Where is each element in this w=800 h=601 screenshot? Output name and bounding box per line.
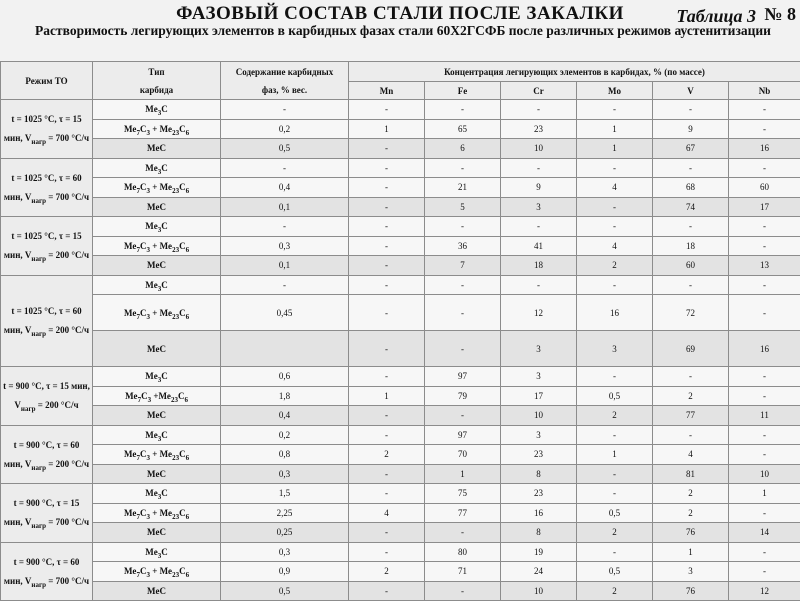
treatment-mode-cell	[1, 217, 93, 276]
concentration-cell-cr: 17	[501, 386, 577, 406]
concentration-cell-v: 74	[653, 197, 729, 217]
concentration-cell-cr: 8	[501, 464, 577, 484]
treatment-mode-rate-label: V	[14, 400, 21, 410]
carbide-type-cell: $Me_3C$	[93, 275, 221, 295]
concentration-cell-mo: -	[577, 217, 653, 237]
carbide-type-cell: MeC	[93, 406, 221, 426]
treatment-mode-cell	[1, 275, 93, 367]
concentration-cell-v: 72	[653, 295, 729, 331]
carbide-type-cell: $Me_7C_3 +Me_{23}C_6$	[93, 386, 221, 406]
phase-content-cell: 0,5	[221, 581, 349, 601]
concentration-cell-mn: -	[349, 484, 425, 504]
concentration-cell-mn: 1	[349, 386, 425, 406]
concentration-cell-nb: -	[729, 217, 800, 237]
phase-content-cell: 0,2	[221, 425, 349, 445]
concentration-cell-mn: -	[349, 100, 425, 120]
concentration-cell-nb: -	[729, 275, 800, 295]
treatment-mode-cell	[1, 542, 93, 601]
table-row	[1, 275, 800, 295]
table-label: Таблица 3	[676, 6, 756, 27]
table-row	[1, 503, 800, 523]
table-caption: Растворимость легирующих элементов в карбидных фазах стали 60Х2ГСФБ после различных режимов аустенитизации	[18, 22, 788, 39]
carbide-composition-table	[0, 61, 800, 601]
concentration-cell-fe: 65	[425, 119, 501, 139]
treatment-mode-subscript: нагр	[21, 405, 36, 413]
concentration-cell-nb: -	[729, 119, 800, 139]
header-phase-content	[221, 62, 349, 100]
carbide-type-cell: $Me_3C$	[93, 367, 221, 387]
phase-content-cell: 0,3	[221, 236, 349, 256]
header-mode: Режим ТО	[1, 62, 93, 100]
carbide-type-cell: $Me_7C_3 + Me_{23}C_6$	[93, 562, 221, 582]
concentration-cell-fe: -	[425, 100, 501, 120]
treatment-mode-line2	[3, 517, 90, 527]
phase-content-cell: 0,8	[221, 445, 349, 465]
concentration-cell-mo: 16	[577, 295, 653, 331]
concentration-cell-mn: -	[349, 236, 425, 256]
concentration-cell-mn: -	[349, 178, 425, 198]
concentration-cell-mo: 2	[577, 406, 653, 426]
concentration-cell-mo: 4	[577, 178, 653, 198]
concentration-cell-nb: 14	[729, 523, 800, 543]
phase-content-cell: 0,1	[221, 197, 349, 217]
header-element-3: Mo	[577, 82, 653, 100]
concentration-cell-v: 3	[653, 562, 729, 582]
concentration-cell-nb: 12	[729, 581, 800, 601]
concentration-cell-cr: 10	[501, 139, 577, 159]
treatment-mode-rate-label: мин, V	[4, 192, 32, 202]
concentration-cell-v: 81	[653, 464, 729, 484]
concentration-cell-nb: -	[729, 425, 800, 445]
treatment-mode-subscript: нагр	[31, 581, 46, 589]
concentration-cell-cr: 9	[501, 178, 577, 198]
phase-content-cell: 0,6	[221, 367, 349, 387]
concentration-cell-fe: 5	[425, 197, 501, 217]
concentration-cell-mo: 3	[577, 331, 653, 367]
treatment-mode-line2	[3, 325, 90, 335]
table-row	[1, 581, 800, 601]
table-row	[1, 331, 800, 367]
concentration-cell-fe: -	[425, 406, 501, 426]
concentration-cell-nb: -	[729, 236, 800, 256]
header-carbide-type-line1: Тип	[95, 67, 218, 77]
treatment-mode-subscript: нагр	[31, 522, 46, 530]
concentration-cell-mo: 2	[577, 523, 653, 543]
concentration-cell-mo: 0,5	[577, 386, 653, 406]
concentration-cell-v: -	[653, 367, 729, 387]
concentration-cell-mo: -	[577, 484, 653, 504]
concentration-cell-cr: -	[501, 217, 577, 237]
concentration-cell-mn: -	[349, 523, 425, 543]
carbide-type-cell: $Me_3C$	[93, 425, 221, 445]
header-phase-content-line1: Содержание карбидных	[223, 67, 346, 77]
concentration-cell-cr: -	[501, 158, 577, 178]
concentration-cell-cr: 3	[501, 367, 577, 387]
phase-content-cell	[221, 331, 349, 367]
carbide-type-cell: $Me_3C$	[93, 100, 221, 120]
treatment-mode-cell	[1, 367, 93, 426]
phase-content-cell: 1,8	[221, 386, 349, 406]
concentration-cell-mn: -	[349, 425, 425, 445]
concentration-cell-v: 9	[653, 119, 729, 139]
concentration-cell-v: -	[653, 217, 729, 237]
carbide-type-cell: $Me_7C_3 + Me_{23}C_6$	[93, 445, 221, 465]
treatment-mode-rate-value: = 700 °C/ч	[46, 576, 89, 586]
header-element-2: Cr	[501, 82, 577, 100]
carbide-type-cell: MeC	[93, 256, 221, 276]
concentration-cell-mo: -	[577, 542, 653, 562]
phase-content-cell: 0,3	[221, 542, 349, 562]
concentration-cell-nb: -	[729, 386, 800, 406]
phase-content-cell: 0,9	[221, 562, 349, 582]
header-element-4: V	[653, 82, 729, 100]
concentration-cell-nb: -	[729, 542, 800, 562]
concentration-cell-mn: -	[349, 542, 425, 562]
treatment-mode-line1: t = 900 °C, τ = 15 мин,	[3, 381, 90, 391]
concentration-cell-fe: 97	[425, 367, 501, 387]
concentration-cell-v: 67	[653, 139, 729, 159]
concentration-cell-v: 76	[653, 523, 729, 543]
concentration-cell-cr: 18	[501, 256, 577, 276]
concentration-cell-cr: 23	[501, 445, 577, 465]
concentration-cell-mo: -	[577, 367, 653, 387]
treatment-mode-cell	[1, 100, 93, 159]
treatment-mode-cell	[1, 425, 93, 484]
concentration-cell-nb: 11	[729, 406, 800, 426]
concentration-cell-fe: 71	[425, 562, 501, 582]
treatment-mode-line1: t = 900 °C, τ = 15	[3, 498, 90, 508]
table-row	[1, 236, 800, 256]
concentration-cell-mn: -	[349, 197, 425, 217]
concentration-cell-nb: -	[729, 367, 800, 387]
treatment-mode-line1: t = 1025 °C, τ = 60	[3, 306, 90, 316]
concentration-cell-mn: -	[349, 158, 425, 178]
table-row	[1, 158, 800, 178]
treatment-mode-cell	[1, 484, 93, 543]
table-row	[1, 523, 800, 543]
treatment-mode-rate-label: мин, V	[4, 576, 32, 586]
concentration-cell-v: -	[653, 425, 729, 445]
concentration-cell-nb: 10	[729, 464, 800, 484]
concentration-cell-mo: 2	[577, 256, 653, 276]
table-row	[1, 484, 800, 504]
concentration-cell-mo: 1	[577, 445, 653, 465]
concentration-cell-v: 2	[653, 484, 729, 504]
concentration-cell-mn: -	[349, 256, 425, 276]
concentration-cell-fe: -	[425, 295, 501, 331]
phase-content-cell: -	[221, 275, 349, 295]
concentration-cell-cr: 24	[501, 562, 577, 582]
concentration-cell-mn: -	[349, 581, 425, 601]
concentration-cell-fe: -	[425, 581, 501, 601]
concentration-cell-cr: 3	[501, 425, 577, 445]
concentration-cell-cr: 23	[501, 484, 577, 504]
concentration-cell-nb: 16	[729, 331, 800, 367]
table-row	[1, 542, 800, 562]
carbide-type-cell: $Me_3C$	[93, 158, 221, 178]
treatment-mode-rate-value: = 700 °C/ч	[46, 517, 89, 527]
concentration-cell-v: 77	[653, 406, 729, 426]
table-row	[1, 464, 800, 484]
concentration-cell-cr: -	[501, 100, 577, 120]
table-row	[1, 562, 800, 582]
concentration-cell-mo: 2	[577, 581, 653, 601]
treatment-mode-rate-value: = 700 °C/ч	[46, 192, 89, 202]
concentration-cell-nb: 13	[729, 256, 800, 276]
concentration-cell-mo: 1	[577, 139, 653, 159]
phase-content-cell: -	[221, 217, 349, 237]
concentration-cell-nb: 17	[729, 197, 800, 217]
table-row	[1, 425, 800, 445]
concentration-cell-cr: 3	[501, 197, 577, 217]
concentration-cell-v: 18	[653, 236, 729, 256]
phase-content-cell: -	[221, 100, 349, 120]
concentration-cell-fe: 7	[425, 256, 501, 276]
treatment-mode-line2	[3, 192, 90, 202]
concentration-cell-cr: 10	[501, 406, 577, 426]
carbide-type-cell: $Me_7C_3 + Me_{23}C_6$	[93, 503, 221, 523]
concentration-cell-v: -	[653, 275, 729, 295]
concentration-cell-nb: 16	[729, 139, 800, 159]
carbide-type-cell: $Me_3C$	[93, 484, 221, 504]
concentration-cell-fe: 77	[425, 503, 501, 523]
concentration-cell-mo: -	[577, 464, 653, 484]
concentration-cell-cr: 16	[501, 503, 577, 523]
concentration-cell-v: -	[653, 158, 729, 178]
slide-number: № 8	[764, 4, 796, 25]
concentration-cell-cr: 12	[501, 295, 577, 331]
concentration-cell-v: 69	[653, 331, 729, 367]
treatment-mode-rate-label: мин, V	[4, 517, 32, 527]
carbide-type-cell: MeC	[93, 331, 221, 367]
concentration-cell-mo: 0,5	[577, 562, 653, 582]
treatment-mode-line1: t = 900 °C, τ = 60	[3, 440, 90, 450]
concentration-cell-nb: -	[729, 295, 800, 331]
concentration-cell-fe: -	[425, 275, 501, 295]
table-row	[1, 217, 800, 237]
table-row	[1, 100, 800, 120]
carbide-type-cell: $Me_7C_3 + Me_{23}C_6$	[93, 178, 221, 198]
concentration-cell-v: 4	[653, 445, 729, 465]
concentration-cell-mn: -	[349, 139, 425, 159]
header-element-1: Fe	[425, 82, 501, 100]
carbide-type-cell: $Me_3C$	[93, 542, 221, 562]
concentration-cell-fe: -	[425, 523, 501, 543]
carbide-type-cell: $Me_7C_3 + Me_{23}C_6$	[93, 119, 221, 139]
treatment-mode-rate-value: = 200 °C/ч	[46, 459, 89, 469]
concentration-cell-cr: 19	[501, 542, 577, 562]
concentration-cell-fe: 75	[425, 484, 501, 504]
concentration-cell-v: 60	[653, 256, 729, 276]
concentration-cell-nb: -	[729, 158, 800, 178]
concentration-cell-mo: -	[577, 100, 653, 120]
phase-content-cell: 0,1	[221, 256, 349, 276]
phase-content-cell: -	[221, 158, 349, 178]
table-row	[1, 406, 800, 426]
concentration-cell-mo: 4	[577, 236, 653, 256]
phase-content-cell: 0,25	[221, 523, 349, 543]
table-row	[1, 178, 800, 198]
phase-content-cell: 1,5	[221, 484, 349, 504]
treatment-mode-subscript: нагр	[31, 255, 46, 263]
concentration-cell-mo: -	[577, 275, 653, 295]
treatment-mode-line2	[3, 459, 90, 469]
concentration-cell-mo: 1	[577, 119, 653, 139]
treatment-mode-line1: t = 900 °C, τ = 60	[3, 557, 90, 567]
treatment-mode-subscript: нагр	[31, 197, 46, 205]
concentration-cell-mn: 4	[349, 503, 425, 523]
header-carbide-type-line2: карбида	[95, 85, 218, 95]
concentration-cell-nb: -	[729, 503, 800, 523]
concentration-cell-nb: 1	[729, 484, 800, 504]
treatment-mode-line2	[3, 133, 90, 143]
concentration-cell-fe: 21	[425, 178, 501, 198]
concentration-cell-fe: 80	[425, 542, 501, 562]
header-carbide-type	[93, 62, 221, 100]
concentration-cell-cr: 23	[501, 119, 577, 139]
treatment-mode-line2	[3, 400, 90, 410]
carbide-type-cell: MeC	[93, 139, 221, 159]
phase-content-cell: 0,4	[221, 406, 349, 426]
carbide-type-cell: $Me_7C_3 + Me_{23}C_6$	[93, 295, 221, 331]
concentration-cell-fe: 1	[425, 464, 501, 484]
phase-content-cell: 0,45	[221, 295, 349, 331]
carbide-type-cell: $Me_7C_3 + Me_{23}C_6$	[93, 236, 221, 256]
table-row	[1, 256, 800, 276]
phase-content-cell: 0,4	[221, 178, 349, 198]
table-row	[1, 295, 800, 331]
concentration-cell-cr: 10	[501, 581, 577, 601]
concentration-cell-fe: -	[425, 331, 501, 367]
treatment-mode-rate-value: = 200 °C/ч	[46, 250, 89, 260]
concentration-cell-fe: 79	[425, 386, 501, 406]
concentration-cell-fe: 97	[425, 425, 501, 445]
concentration-cell-nb: -	[729, 100, 800, 120]
phase-content-cell: 2,25	[221, 503, 349, 523]
treatment-mode-line1: t = 1025 °C, τ = 60	[3, 173, 90, 183]
concentration-cell-cr: 41	[501, 236, 577, 256]
treatment-mode-rate-value: = 700 °C/ч	[46, 133, 89, 143]
concentration-cell-v: -	[653, 100, 729, 120]
concentration-cell-nb: 60	[729, 178, 800, 198]
concentration-cell-fe: -	[425, 217, 501, 237]
concentration-cell-mn: -	[349, 275, 425, 295]
concentration-cell-mo: 0,5	[577, 503, 653, 523]
concentration-cell-v: 76	[653, 581, 729, 601]
treatment-mode-rate-value: = 200 °C/ч	[46, 325, 89, 335]
concentration-cell-mn: -	[349, 295, 425, 331]
header-concentration: Концентрация легирующих элементов в карбидах, % (по массе)	[349, 62, 800, 82]
table-row	[1, 197, 800, 217]
concentration-cell-cr: 3	[501, 331, 577, 367]
concentration-cell-mo: -	[577, 425, 653, 445]
carbide-type-cell: MeC	[93, 464, 221, 484]
table-row	[1, 386, 800, 406]
carbide-type-cell: MeC	[93, 197, 221, 217]
table-row	[1, 119, 800, 139]
concentration-cell-fe: -	[425, 158, 501, 178]
header-element-0: Mn	[349, 82, 425, 100]
concentration-cell-mn: -	[349, 367, 425, 387]
treatment-mode-cell	[1, 158, 93, 217]
treatment-mode-subscript: нагр	[31, 138, 46, 146]
concentration-cell-cr: 8	[501, 523, 577, 543]
table-row	[1, 367, 800, 387]
treatment-mode-subscript: нагр	[31, 330, 46, 338]
carbide-type-cell: MeC	[93, 581, 221, 601]
header-element-5: Nb	[729, 82, 800, 100]
concentration-cell-mo: -	[577, 197, 653, 217]
treatment-mode-rate-label: мин, V	[4, 133, 32, 143]
concentration-cell-nb: -	[729, 562, 800, 582]
concentration-cell-v: 68	[653, 178, 729, 198]
concentration-cell-mn: 2	[349, 562, 425, 582]
concentration-cell-cr: -	[501, 275, 577, 295]
treatment-mode-line2	[3, 250, 90, 260]
header-phase-content-line2: фаз, % вес.	[223, 85, 346, 95]
slide-title: ФАЗОВЫЙ СОСТАВ СТАЛИ ПОСЛЕ ЗАКАЛКИ	[0, 3, 800, 25]
treatment-mode-rate-label: мин, V	[4, 325, 32, 335]
concentration-cell-v: 2	[653, 503, 729, 523]
treatment-mode-line1: t = 1025 °C, τ = 15	[3, 231, 90, 241]
phase-content-cell: 0,5	[221, 139, 349, 159]
concentration-cell-v: 2	[653, 386, 729, 406]
concentration-cell-mn: -	[349, 464, 425, 484]
concentration-cell-v: 1	[653, 542, 729, 562]
concentration-cell-fe: 6	[425, 139, 501, 159]
treatment-mode-subscript: нагр	[31, 464, 46, 472]
table-row	[1, 445, 800, 465]
concentration-cell-mn: 2	[349, 445, 425, 465]
treatment-mode-line1: t = 1025 °C, τ = 15	[3, 114, 90, 124]
treatment-mode-line2	[3, 576, 90, 586]
table-row	[1, 139, 800, 159]
carbide-type-cell: MeC	[93, 523, 221, 543]
carbide-type-cell: $Me_3C$	[93, 217, 221, 237]
concentration-cell-mn: -	[349, 331, 425, 367]
concentration-cell-mo: -	[577, 158, 653, 178]
concentration-cell-mn: -	[349, 406, 425, 426]
concentration-cell-nb: -	[729, 445, 800, 465]
treatment-mode-rate-label: мин, V	[4, 459, 32, 469]
concentration-cell-mn: -	[349, 217, 425, 237]
phase-content-cell: 0,3	[221, 464, 349, 484]
concentration-cell-fe: 36	[425, 236, 501, 256]
treatment-mode-rate-label: мин, V	[4, 250, 32, 260]
concentration-cell-mn: 1	[349, 119, 425, 139]
concentration-cell-fe: 70	[425, 445, 501, 465]
treatment-mode-rate-value: = 200 °C/ч	[36, 400, 79, 410]
phase-content-cell: 0,2	[221, 119, 349, 139]
